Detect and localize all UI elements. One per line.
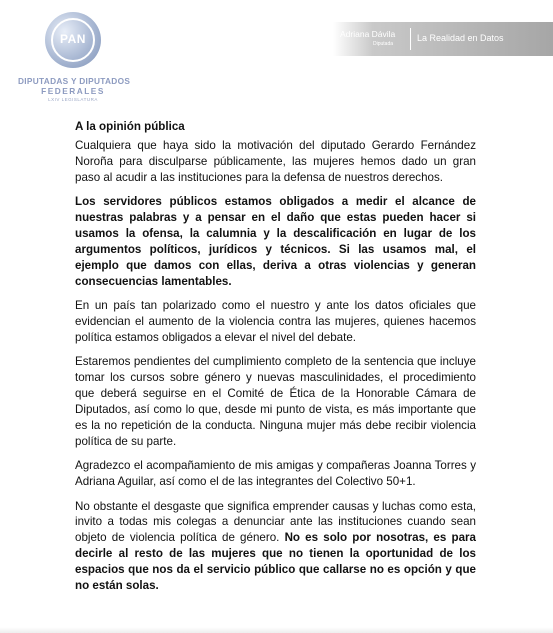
pan-seal-icon xyxy=(45,12,101,68)
org-name-line1: DIPUTADAS Y DIPUTADOS xyxy=(18,76,131,86)
document-heading: A la opinión pública xyxy=(75,120,185,133)
closing-bold-text: No es solo por nosotras, es para decirle al resto de las mujeres que no tienen la oportunidad de los espacios que nos da el servicio público que callarse no es opción y que no están solas. xyxy=(75,531,476,593)
header-divider xyxy=(410,28,411,50)
header-slogan: La Realidad en Datos xyxy=(417,33,504,43)
pan-logo xyxy=(18,12,131,102)
footer-fade xyxy=(0,627,553,633)
closing-normal-text: No obstante el desgaste que significa emprender causas y luchas como esta, invito a todas mis colegas a denunciar ante las instituciones cuando sean objeto de violencia política de género. xyxy=(75,499,476,545)
org-name-line2: FEDERALES xyxy=(41,86,105,96)
paragraph-polarization: En un país tan polarizado como el nuestro y ante los datos oficiales que evidencian el aumento de la violencia contra las mujeres, quienes hacemos política estamos obligados a elevar el nivel del debate. xyxy=(75,299,476,344)
paragraph-sentence: Estaremos pendientes del cumplimiento completo de la sentencia que incluye tomar los cursos sobre género y nuevas masculinidades, el procedimiento que deberá seguirse en el Comité de Ética de la Honorable Cámara de Diputados, así como lo que, desde mi punto de vista, es más importante que es la no repetición de la conducta. Ninguna mujer más debe recibir violencia política de su parte. xyxy=(75,355,476,448)
paragraph-obligations: Los servidores públicos estamos obligados a medir el alcance de nuestras palabras y a pensar en el daño que estas pueden hacer si usamos la ofensa, la calumnia y la descalificación en lugar de los argumentos políticos, jurídicos y técnicos. Si las usamos mal, el ejemplo que damos con ellas, deriva a otras violencias y generan consecuencias lamentables. xyxy=(75,195,476,288)
document-body xyxy=(75,119,476,602)
seal-text: PAN xyxy=(60,32,86,46)
org-name-line3: LXIV LEGISLATURA xyxy=(48,97,98,102)
header-author-role: Diputada xyxy=(373,41,394,47)
header-banner xyxy=(333,22,553,56)
paragraph-closing xyxy=(75,499,476,594)
paragraph-thanks: Agradezco el acompañamiento de mis amigas y compañeras Joanna Torres y Adriana Aguilar, así como el de las integrantes del Colectivo 50+1. xyxy=(75,459,476,489)
header-author-name: Adriana Dávila xyxy=(340,29,396,39)
paragraph-intro: Cualquiera que haya sido la motivación del diputado Gerardo Fernández Noroña para disculparse públicamente, las mujeres hemos dado un gran paso al acudir a las instituciones para la defensa de nuestros derechos. xyxy=(75,138,476,184)
